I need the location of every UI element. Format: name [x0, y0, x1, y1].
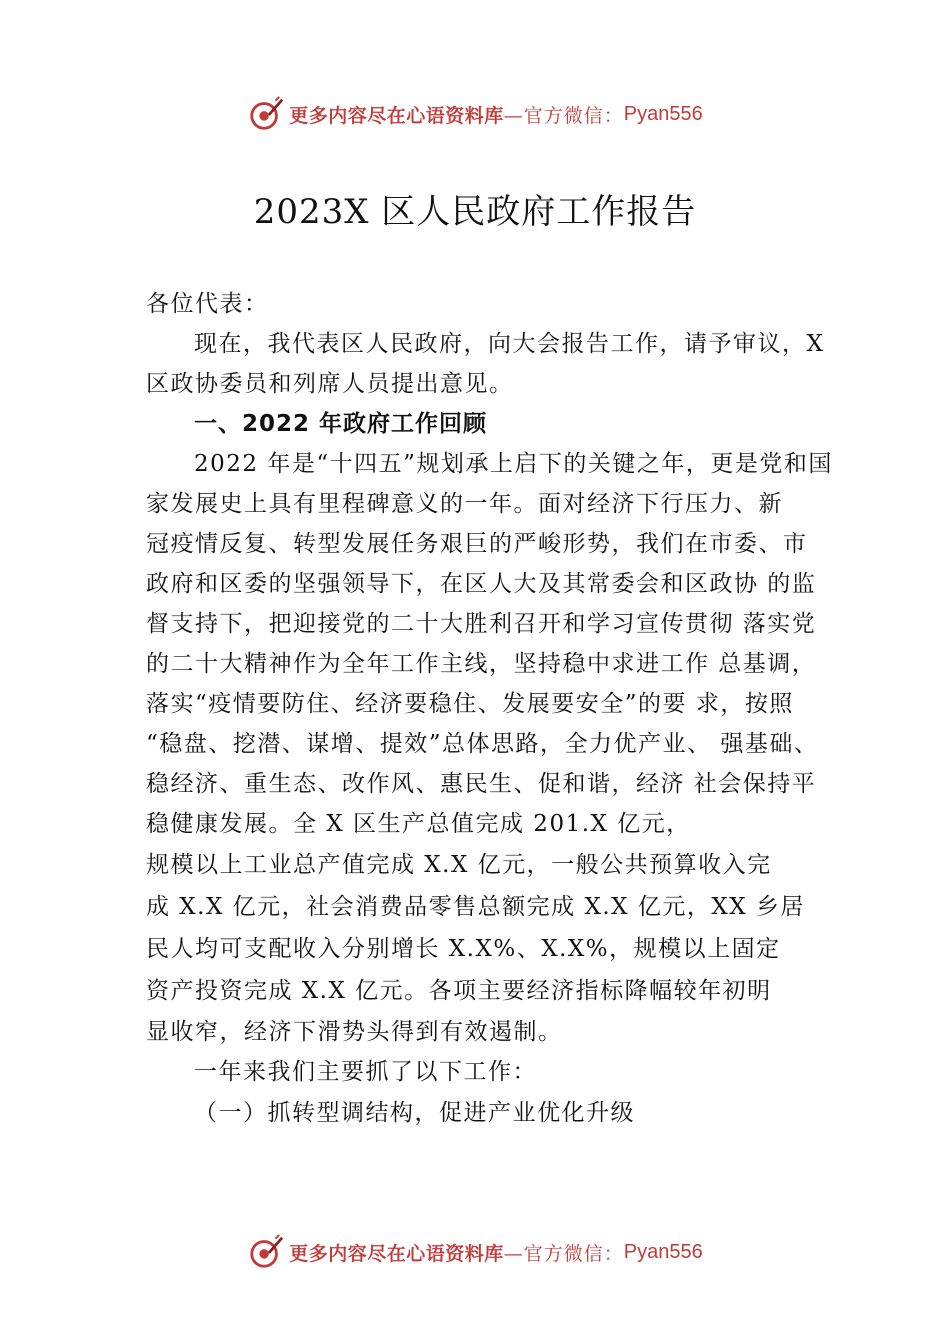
salutation: 各位代表： — [146, 291, 269, 317]
watermark-brand: 更多内容尽在心语资料库 — [289, 104, 504, 127]
paragraph-line: 区政协委员和列席人员提出意见。 — [146, 371, 514, 397]
paragraph-line: 显收窄，经济下滑势头得到有效遏制。 — [146, 1019, 563, 1045]
subsection-heading: （一）抓转型调结构，促进产业优化升级 — [194, 1100, 635, 1126]
section-heading: 一、2022 年政府工作回顾 — [194, 411, 488, 437]
watermark-wechat-id: Pyan556 — [623, 102, 703, 125]
paragraph-line: 资产投资完成 X.X 亿元。各项主要经济指标降幅较年初明 — [146, 978, 772, 1004]
watermark-footer — [0, 1232, 950, 1272]
paragraph-line: 家发展史上具有里程碑意义的一年。面对经济下行压力、新 — [146, 491, 783, 517]
paragraph-line: “稳盘、挖潜、谋增、提效”总体思路，全力优产业、 强基础、 — [146, 731, 819, 757]
paragraph-line: 督支持下，把迎接党的二十大胜利召开和学习宣传贯彻 落实党 — [146, 611, 817, 637]
document-title: 2023X 区人民政府工作报告 — [253, 192, 697, 232]
watermark-sub: —官方微信： — [503, 1242, 624, 1265]
paragraph-line: 2022 年是“十四五”规划承上启下的关键之年，更是党和国 — [194, 451, 833, 477]
paragraph-line: 一年来我们主要抓了以下工作： — [194, 1059, 537, 1085]
document-body — [146, 284, 836, 1134]
watermark-header — [0, 94, 950, 134]
watermark-wechat-id: Pyan556 — [623, 1240, 703, 1263]
paragraph-line: 稳健康发展。全 X 区生产总值完成 201.X 亿元， — [146, 811, 691, 837]
paragraph-line: 民人均可支配收入分别增长 X.X%、X.X%，规模以上固定 — [146, 936, 781, 962]
watermark-brand: 更多内容尽在心语资料库 — [289, 1242, 504, 1265]
paragraph-line: 的二十大精神作为全年工作主线，坚持稳中求进工作 总基调， — [146, 651, 817, 677]
paragraph-line: 政府和区委的坚强领导下，在区人大及其常委会和区政协 的监 — [146, 571, 817, 597]
brush-logo-icon — [247, 95, 285, 133]
paragraph-line: 成 X.X 亿元，社会消费品零售总额完成 X.X 亿元，XX 乡居 — [146, 894, 805, 920]
paragraph-line: 规模以上工业总产值完成 X.X 亿元，一般公共预算收入完 — [146, 852, 772, 878]
brush-logo-icon — [247, 1233, 285, 1271]
watermark-sub: —官方微信： — [503, 104, 624, 127]
paragraph-line: 落实“疫情要防住、经济要稳住、发展要安全”的要 求，按照 — [146, 691, 794, 717]
paragraph-line: 冠疫情反复、转型发展任务艰巨的严峻形势，我们在市委、市 — [146, 531, 808, 557]
paragraph-line: 现在，我代表区人民政府，向大会报告工作，请予审议，X — [194, 331, 825, 357]
paragraph-line: 稳经济、重生态、改作风、惠民生、促和谐，经济 社会保持平 — [146, 771, 817, 797]
